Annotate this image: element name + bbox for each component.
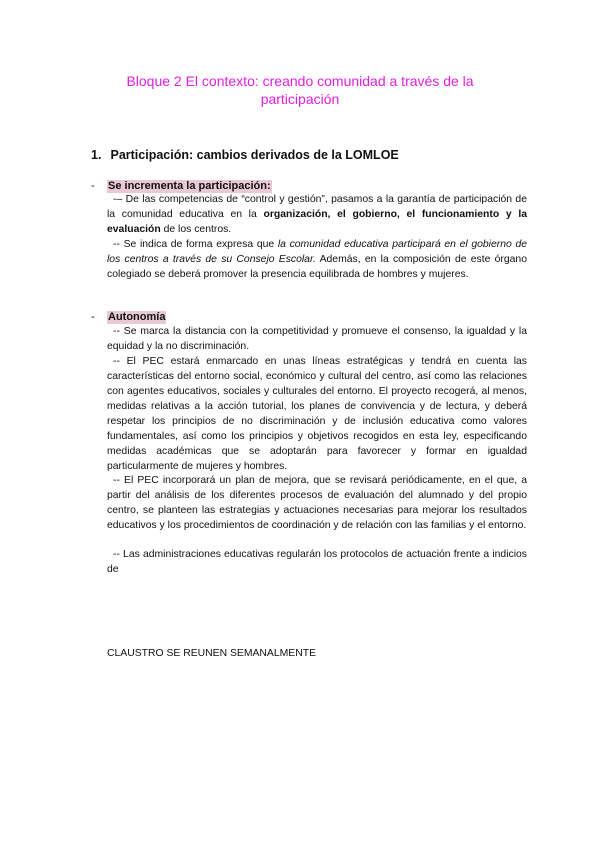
italic-run: la comunidad educativa participará en el gobierno de los centros a través de su Consejo Escolar. bbox=[107, 239, 528, 265]
text-run: -- Se indica de forma expresa que bbox=[113, 239, 278, 250]
paragraph-pec-mejora: -- El PEC incorporará un plan de mejora, que se revisará periódicamente, en el que, a partir del análisis de los diferentes procesos de evaluación del alumnado y del propio centro, se planteen las estrategias y actuaciones necesarias para mejorar los resultados educativos y los procedimientos de coordinación y de relación con las familias y el entorno. bbox=[107, 475, 527, 531]
text-run: Además, en la composición de este órgano colegiado se deberá promover la presencia equilibrada de hombres y mujeres. bbox=[107, 254, 527, 280]
document-title: Bloque 2 El contexto: creando comunidad a través de la participación bbox=[126, 73, 474, 107]
bullet-marker: - bbox=[91, 311, 95, 323]
paragraph-competencias bbox=[107, 192, 527, 237]
paragraph-pec-lineas: -- El PEC estará enmarcado en unas líneas estratégicas y tendrá en cuenta las características del entorno social, económico y cultural del centro, así como las relaciones con agentes educativos, sociales y culturales del entorno. El proyecto recogerá, al menos, medidas relativas a la acción tutorial, los planes de convivencia y de lectura, y deberá respetar los principios de no discriminación y de inclusión educativa como valores fundamentales, así como los principios y objetivos recogidos en esta ley, especificando medidas académicas que se adoptarán para favorecer y formar en igualdad particularmente de mujeres y hombres. bbox=[107, 356, 527, 472]
footer-note: CLAUSTRO SE REUNEN SEMANALMENTE bbox=[107, 648, 317, 659]
paragraph-consejo-escolar bbox=[107, 237, 527, 282]
bullet-marker: - bbox=[91, 180, 95, 192]
heading-number: 1. bbox=[91, 148, 102, 162]
heading-text: Participación: cambios derivados de la LOMLOE bbox=[110, 148, 399, 162]
section-label-participation: Se incrementa la participación: bbox=[108, 180, 271, 192]
text-run: de los centros. bbox=[160, 224, 232, 235]
text-run: -– De las competencias de “control y gestión”, pasamos a la garantía de participación de la comunidad educativa en la bbox=[107, 194, 527, 220]
bold-run: organización, el gobierno, el funcionamiento y la evaluación bbox=[107, 209, 527, 235]
section-label-autonomia: Autonomía bbox=[108, 311, 166, 323]
paragraph-protocolos: -- Las administraciones educativas regularán los protocolos de actuación frente a indicios de bbox=[107, 549, 527, 575]
section-heading bbox=[91, 148, 399, 162]
paragraph-competitividad: -- Se marca la distancia con la competitividad y promueve el consenso, la igualdad y la equidad y la no discriminación. bbox=[107, 326, 527, 352]
